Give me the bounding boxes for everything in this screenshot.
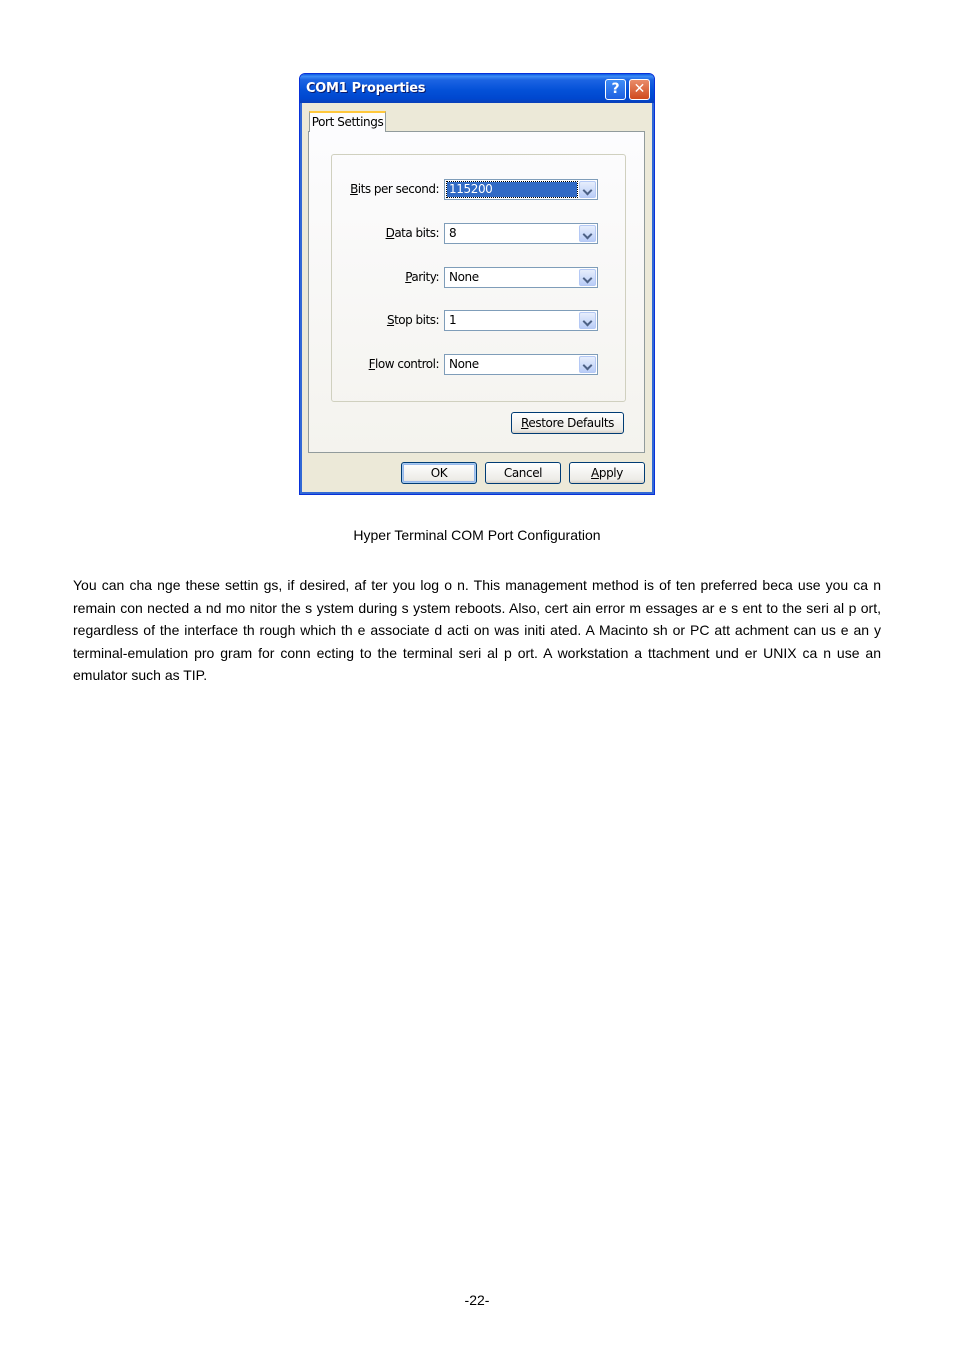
dialog-title: COM1 Properties bbox=[306, 81, 426, 96]
settings-groupbox bbox=[331, 154, 626, 402]
parity-select[interactable] bbox=[444, 267, 598, 288]
help-icon[interactable]: ? bbox=[605, 79, 626, 100]
chevron-down-icon[interactable] bbox=[579, 356, 596, 373]
bits-per-second-value: 115200 bbox=[447, 182, 577, 197]
dialog-titlebar[interactable] bbox=[300, 74, 654, 103]
stop-bits-label: Stop bits: bbox=[386, 313, 439, 327]
restore-defaults-button[interactable]: Restore Defaults bbox=[511, 412, 624, 434]
com1-properties-dialog bbox=[299, 73, 655, 495]
data-bits-value: 8 bbox=[449, 226, 457, 240]
bits-per-second-label: Bits per second: bbox=[350, 182, 439, 196]
parity-value: None bbox=[449, 270, 479, 284]
page-number: -22- bbox=[464, 1292, 490, 1308]
flow-control-value: None bbox=[449, 357, 479, 371]
tab-port-settings[interactable]: Port Settings bbox=[309, 111, 386, 132]
flow-control-label: Flow control: bbox=[368, 357, 439, 371]
figure-caption: Hyper Terminal COM Port Configuration bbox=[353, 527, 601, 543]
ok-button[interactable]: OK bbox=[401, 462, 477, 484]
chevron-down-icon[interactable] bbox=[579, 312, 596, 329]
cancel-button[interactable]: Cancel bbox=[485, 462, 561, 484]
parity-row bbox=[332, 266, 627, 288]
parity-label: Parity: bbox=[405, 270, 439, 284]
bits-per-second-select[interactable] bbox=[444, 179, 598, 200]
stop-bits-select[interactable] bbox=[444, 310, 598, 331]
body-paragraph: You can cha nge these settin gs, if desired, af ter you log o n. This management method is of ten preferred beca use you ca n remain con nected a nd mo nitor the s ystem during s ystem reboots. Also, cert ain error m essages ar e s ent to the seri al p ort, regardless of the interface th rough which th e associate d acti on was initi ated. A Macinto sh or PC att achment can us e an y terminal-emulation pro gram for conn ecting to the terminal seri al p ort. A workstation a ttachment und er UNIX ca n use an emulator such as TIP. bbox=[73, 577, 881, 683]
flow-control-row bbox=[332, 353, 627, 375]
stop-bits-row bbox=[332, 309, 627, 331]
bits-per-second-row bbox=[332, 178, 627, 200]
chevron-down-icon[interactable] bbox=[579, 269, 596, 286]
port-settings-panel bbox=[308, 131, 645, 453]
apply-button[interactable]: Apply bbox=[569, 462, 645, 484]
data-bits-select[interactable] bbox=[444, 223, 598, 244]
stop-bits-value: 1 bbox=[449, 313, 457, 327]
close-icon[interactable]: ✕ bbox=[629, 79, 650, 100]
data-bits-label: Data bits: bbox=[385, 226, 439, 240]
chevron-down-icon[interactable] bbox=[579, 181, 596, 198]
chevron-down-icon[interactable] bbox=[579, 225, 596, 242]
flow-control-select[interactable] bbox=[444, 354, 598, 375]
data-bits-row bbox=[332, 222, 627, 244]
